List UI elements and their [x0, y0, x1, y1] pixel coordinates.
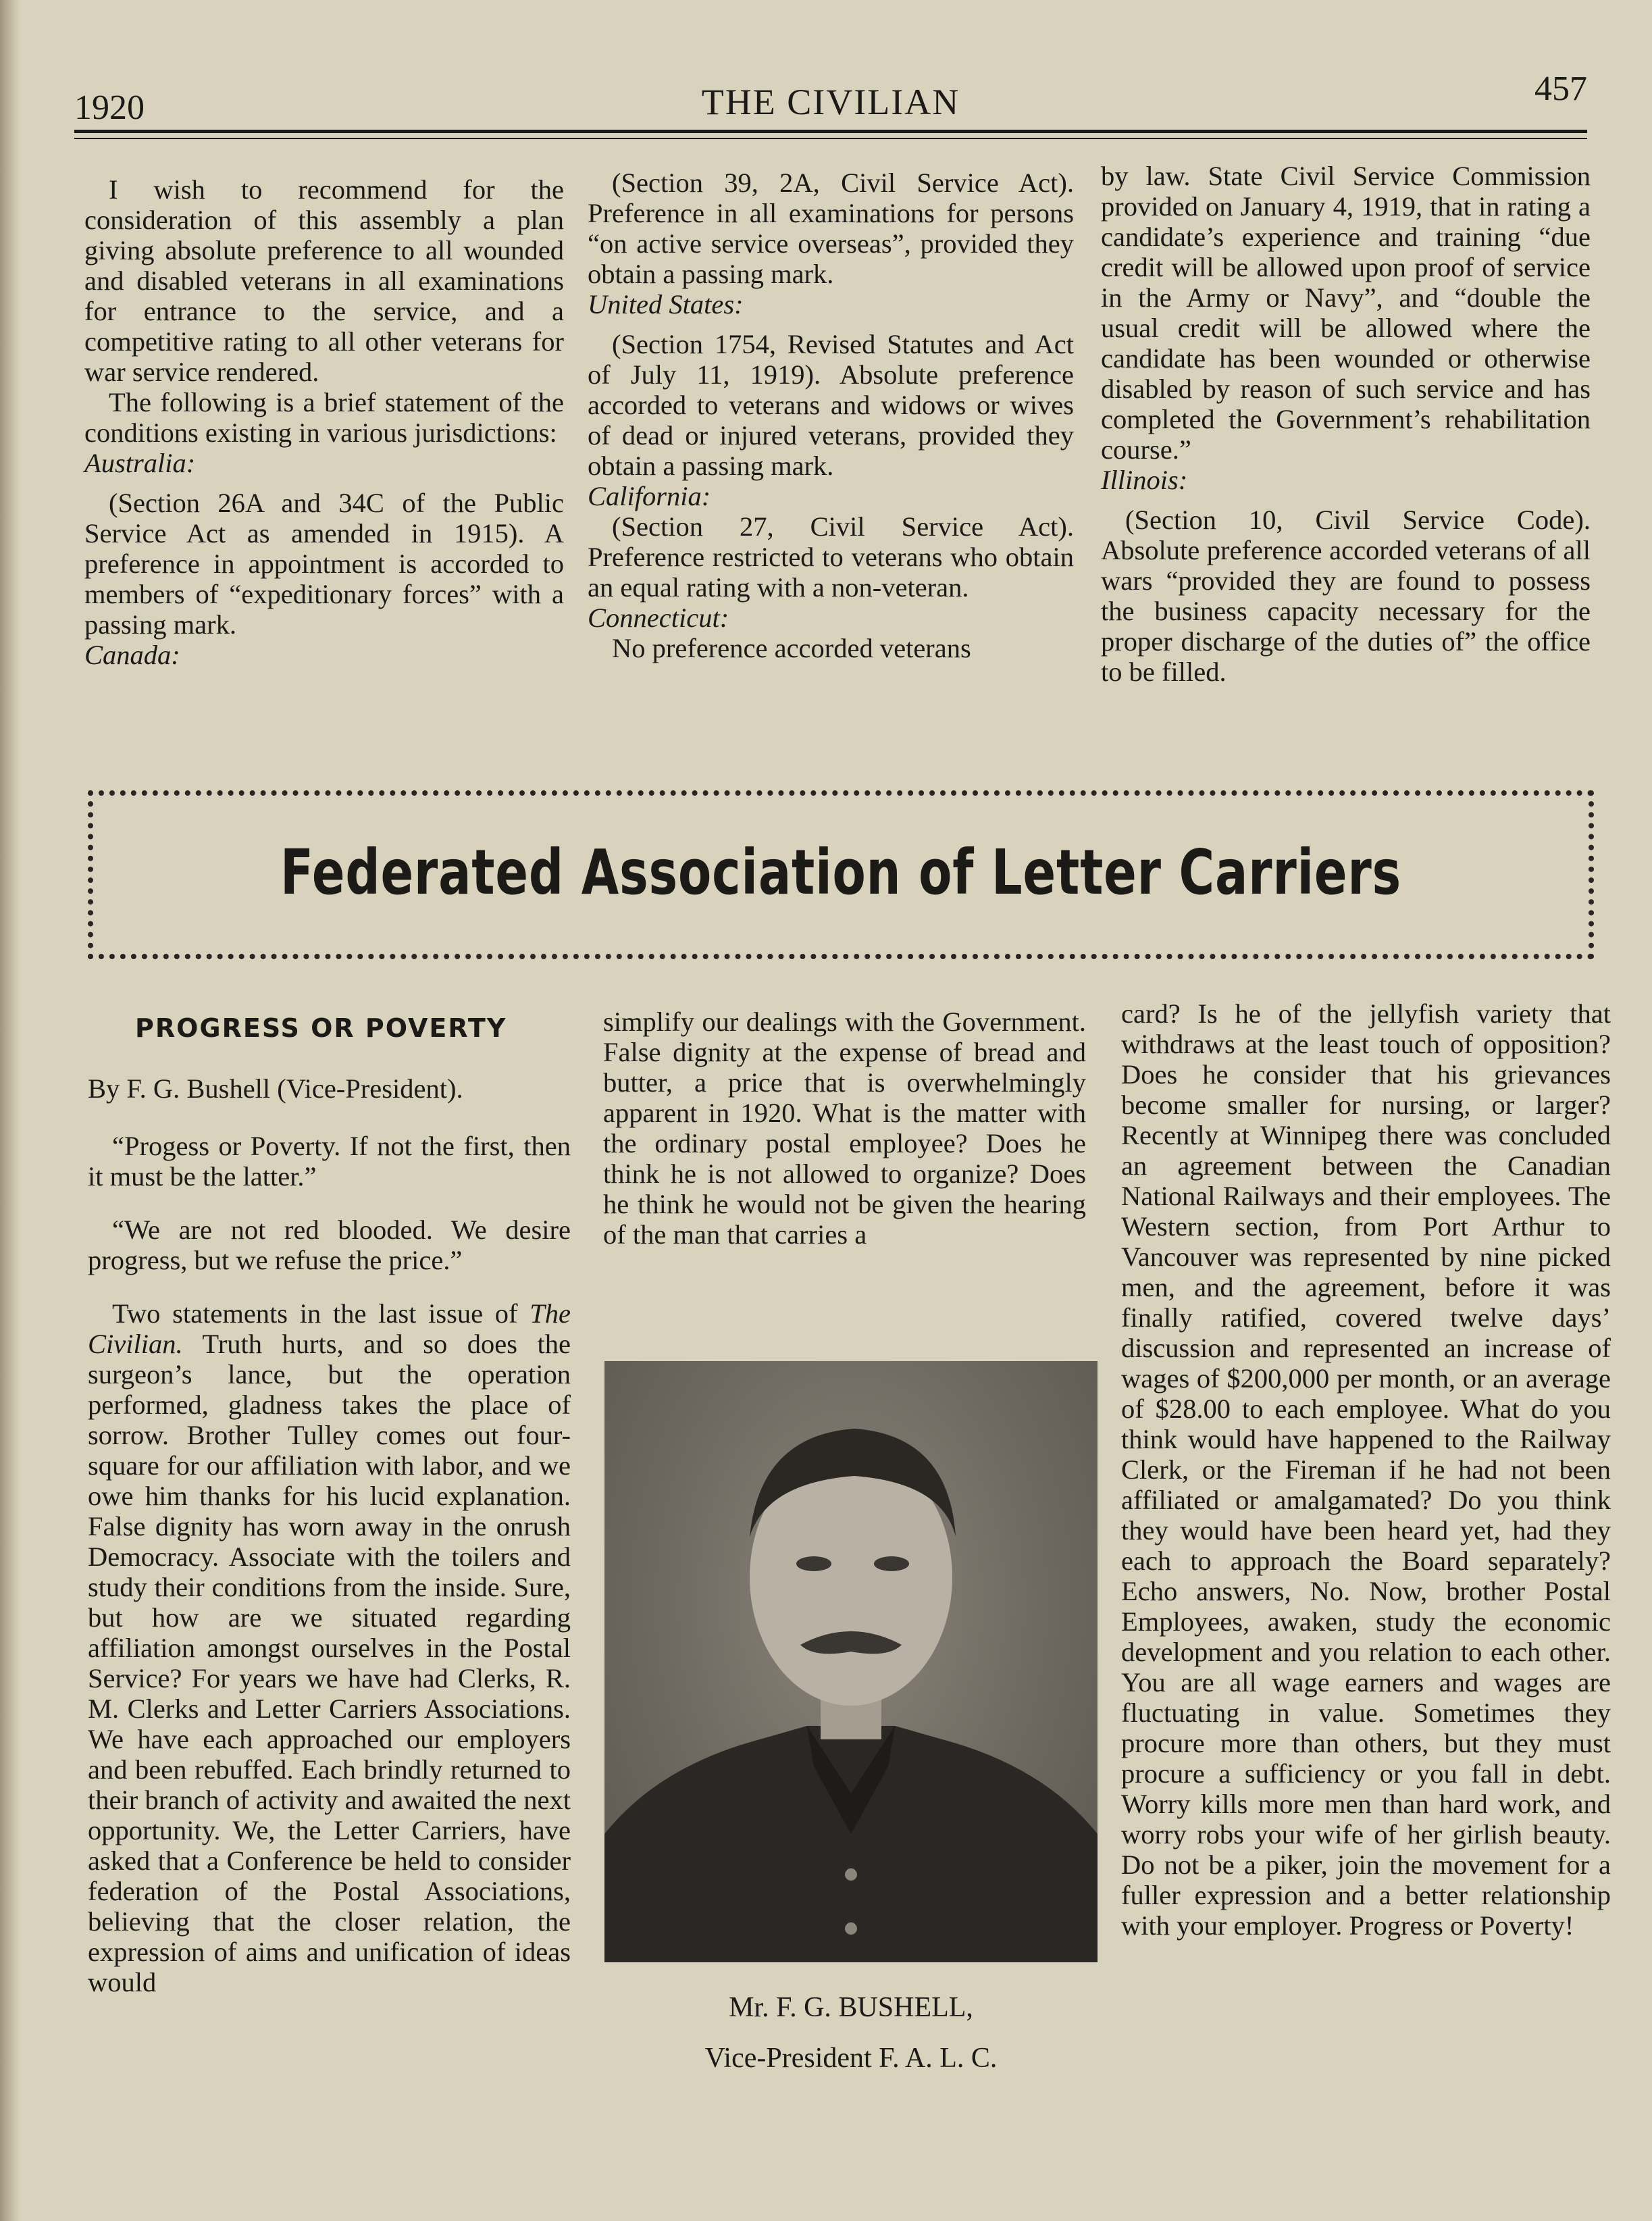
article-byline: By F. G. Bushell (Vice-President).	[88, 1073, 463, 1104]
jurisdiction-heading: Connecticut:	[588, 603, 729, 633]
quote: “We are not red blooded. We desire progress, but we refuse the price.”	[88, 1215, 571, 1275]
paragraph: No preference accorded veterans	[612, 633, 971, 663]
article-title: PROGRESS OR POVERTY	[135, 1013, 507, 1043]
paragraph: card? Is he of the jellyfish variety that withdraws at the least touch of opposition? Does he consider that his grievances become smaller for nursing, or larger? Recently at Winnipeg there was concluded an agreement between the Canadian National Railways and their employees. The Western section, from Port Arthur to Vancouver was represented by nine picked men, and the agreement, before it was finally ratified, covered twelve days’ discussion and represented an increase of wages of $200,000 per month, or an average of $28.00 to each employee. What do you think would have happened to the Railway Clerk, or the Fireman if he had not been affiliated or amalgamated? Do you think they would have been heard yet, had they each to approach the Board separately? Echo answers, No. Now, brother Postal Employees, awaken, study the economic development and you relation to each other. You are all wage earners and wages are fluctuating in value. Sometimes they procure more than others, but they must procure a sufficiency or you fall in debt. Worry kills more men than hard work, and worry robs your wife of her girlish beauty. Do not be a piker, join the movement for a fuller expression and a better relationship with your employer. Progress or Poverty!	[1121, 998, 1611, 1941]
portrait-photo	[604, 1361, 1098, 1962]
paragraph: The following is a brief statement of the conditions existing in various jurisdictions:	[84, 387, 564, 448]
jurisdiction-heading: United States:	[588, 289, 744, 320]
article-column-2	[603, 1006, 1086, 1250]
quote: “Progess or Poverty. If not the first, then it must be the latter.”	[88, 1131, 571, 1192]
top-column-2	[588, 168, 1074, 663]
paragraph: by law. State Civil Service Commission provided on January 4, 1919, that in rating a candidate’s experience and training “due credit will be allowed upon proof of service in the Army or Navy”, and “double the usual credit will be allowed where the candidate has been wounded or otherwise disabled by reason of such service and has completed the Government’s rehabilitation course.”	[1101, 161, 1591, 465]
paragraph: simplify our dealings with the Government. False dignity at the expense of bread and butter, a price that is overwhelmingly apparent in 1920. What is the matter with the ordinary postal employee? Does he think he is not allowed to organize? Does he think he would not be given the hearing of the man that carries a	[603, 1006, 1086, 1250]
paragraph: (Section 10, Civil Service Code). Absolute preference accorded veterans of all wars “provided they are found to possess the business capacity necessary for the proper discharge of the duties of” the office to be filled.	[1101, 505, 1591, 687]
top-column-3	[1101, 161, 1591, 687]
jurisdiction-heading: Australia:	[84, 448, 196, 478]
section-banner-title: Federated Association of Letter Carriers	[280, 836, 1402, 909]
header-rule	[74, 130, 1587, 133]
photo-caption-title: Vice-President F. A. L. C.	[704, 2043, 998, 2074]
section-banner	[88, 790, 1594, 959]
journal-name: The Civilian.	[88, 1298, 571, 1359]
paragraph: (Section 39, 2A, Civil Service Act). Preference in all examinations for persons “on active service overseas”, provided they obtain a passing mark.	[588, 168, 1074, 289]
top-column-1	[84, 174, 564, 670]
journal-title: THE CIVILIAN	[701, 82, 960, 122]
paragraph: (Section 1754, Revised Statutes and Act of July 11, 1919). Absolute preference accorded to veterans and widows or wives of dead or injured veterans, provided they obtain a passing mark.	[588, 329, 1074, 481]
paragraph: (Section 26A and 34C of the Public Service Act as amended in 1915). A preference in appointment is accorded to members of “expeditionary forces” with a passing mark.	[84, 488, 564, 640]
paragraph: I wish to recommend for the consideration of this assembly a plan giving absolute preference to all wounded and disabled veterans in all examinations for entrance to the service, and a competitive rating to all other veterans for war service rendered.	[84, 174, 564, 387]
header-rule-thin	[74, 138, 1587, 139]
paragraph	[88, 1298, 571, 1997]
jurisdiction-heading: Illinois:	[1101, 465, 1188, 495]
jurisdiction-heading: Canada:	[84, 640, 180, 670]
portrait-illustration	[604, 1361, 1098, 1962]
page-edge	[0, 0, 20, 2221]
paragraph: (Section 27, Civil Service Act). Preference restricted to veterans who obtain an equal rating with a non-veteran.	[588, 511, 1074, 603]
jurisdiction-heading: California:	[588, 481, 711, 511]
photo-caption-name: Mr. F. G. BUSHELL,	[729, 1992, 973, 2023]
header-year: 1920	[74, 88, 145, 127]
paragraph-text: Truth hurts, and so does the surgeon’s lance, but the operation performed, gladness takes the place of sorrow. Brother Tulley comes out four-square for our affiliation with labor, and we owe him thanks for his lucid explanation. False dignity has worn away in the onrush Democracy. Associate with the toilers and study their conditions from the inside. Sure, but how are we situated regarding affiliation amongst ourselves in the Postal Service? For years we have had Clerks, R. M. Clerks and Letter Carriers Associations. We have each approached our employers and been rebuffed. Each brindly returned to their branch of activity and awaited the next opportunity. We, the Letter Carriers, have asked that a Conference be held to consider federation of the Postal Associations, believing that the closer relation, the expression of aims and unification of ideas would	[88, 1329, 571, 1997]
paragraph-text: Two statements in the last issue of	[112, 1298, 530, 1329]
article-column-3	[1121, 998, 1611, 1941]
article-column-1	[88, 1013, 571, 1997]
page-number: 457	[1534, 70, 1587, 108]
